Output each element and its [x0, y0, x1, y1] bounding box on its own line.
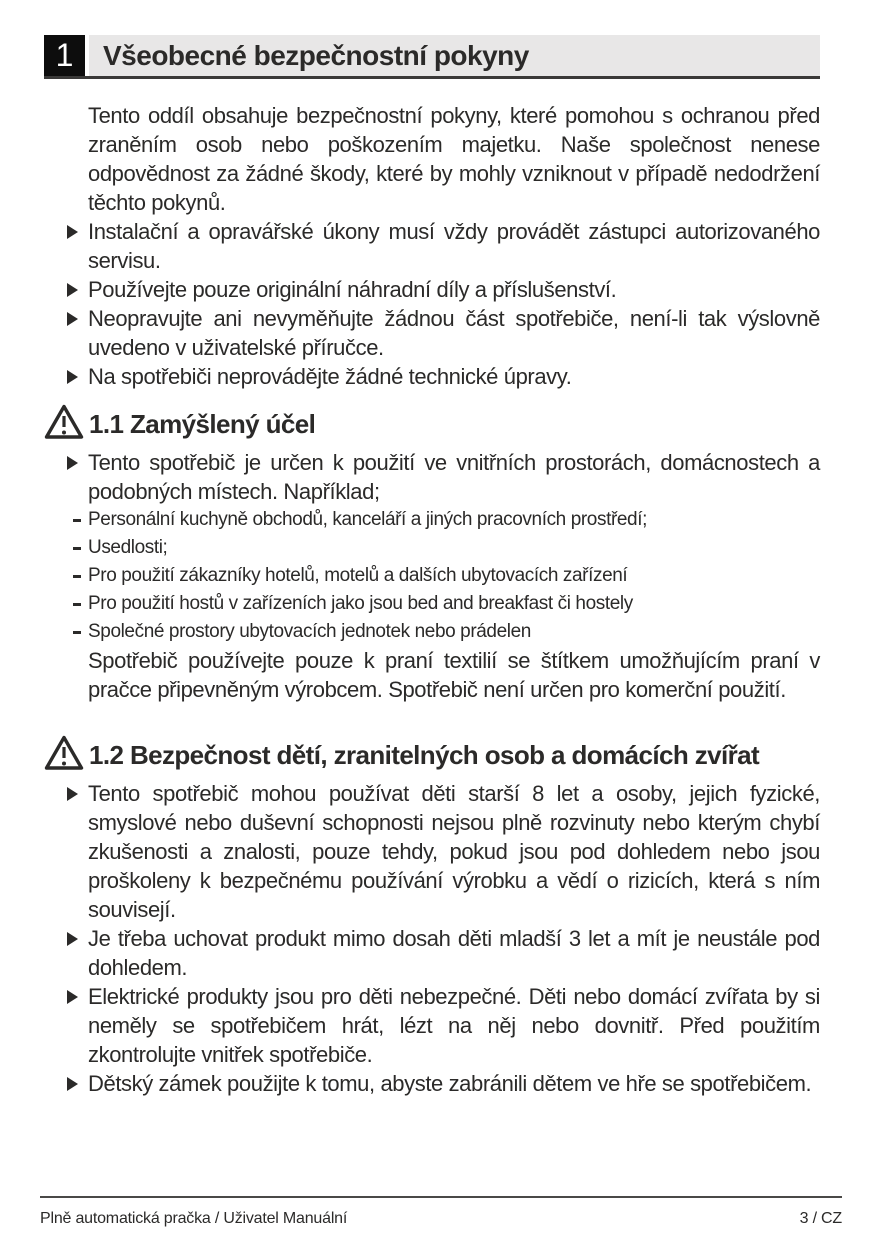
dash-bullet-icon	[73, 631, 81, 634]
list-item	[88, 982, 820, 1069]
section-1-1-paragraph: Spotřebič používejte pouze k praní textilií se štítkem umožňujícím praní v pračce připevněným výrobcem. Spotřebič není určen pro komerční použití.	[88, 648, 820, 702]
list-item-text: Personální kuchyně obchodů, kanceláří a jiných pracovních prostředí;	[88, 509, 647, 530]
list-item	[88, 362, 820, 391]
dash-bullet-icon	[73, 603, 81, 606]
page-footer	[40, 1196, 842, 1228]
list-item	[88, 506, 820, 534]
triangle-bullet-icon	[67, 312, 78, 326]
dash-bullet-icon	[73, 547, 81, 550]
section-1-1-dash-list	[88, 506, 820, 646]
intro-bullet-list	[88, 217, 820, 391]
list-item-text: Dětský zámek použijte k tomu, abyste zabránili dětem ve hře se spotřebičem.	[88, 1071, 812, 1096]
list-item-text: Instalační a opravářské úkony musí vždy provádět zástupci autorizovaného servisu.	[88, 219, 820, 273]
list-item-text: Tento spotřebič je určen k použití ve vnitřních prostorách, domácnostech a podobných místech. Například;	[88, 450, 820, 504]
list-item	[88, 275, 820, 304]
section-title: 1.1 Zamýšlený účel	[89, 409, 316, 439]
list-item	[88, 217, 820, 275]
list-item	[88, 590, 820, 618]
footer-document-title: Plně automatická pračka / Uživatel Manuální	[40, 1210, 348, 1227]
triangle-bullet-icon	[67, 225, 78, 239]
triangle-bullet-icon	[67, 787, 78, 801]
list-item	[88, 562, 820, 590]
list-item	[88, 1069, 820, 1098]
triangle-bullet-icon	[67, 283, 78, 297]
triangle-bullet-icon	[67, 1077, 78, 1091]
triangle-bullet-icon	[67, 370, 78, 384]
section-1-2-heading	[44, 734, 820, 777]
triangle-bullet-icon	[67, 932, 78, 946]
list-item	[88, 534, 820, 562]
intro-paragraph: Tento oddíl obsahuje bezpečnostní pokyny, které pomohou s ochranou před zraněním osob nebo poškozením majetku. Naše společnost nenese odpovědnost za žádné škody, které by mohly vzniknout v případě nedodržení těchto pokynů.	[88, 103, 820, 215]
warning-triangle-icon	[44, 734, 84, 777]
list-item	[88, 304, 820, 362]
list-item-text: Na spotřebiči neprovádějte žádné technické úpravy.	[88, 364, 572, 389]
triangle-bullet-icon	[67, 456, 78, 470]
intro-section	[88, 101, 820, 391]
dash-bullet-icon	[73, 575, 81, 578]
chapter-title-bar	[89, 35, 820, 76]
section-1-2-body	[88, 779, 820, 1098]
section-1-1-bullet-list	[88, 448, 820, 506]
list-item	[88, 618, 820, 646]
list-item-text: Pro použití zákazníky hotelů, motelů a dalších ubytovacích zařízení	[88, 565, 628, 586]
triangle-bullet-icon	[67, 990, 78, 1004]
section-1-1-heading	[44, 403, 820, 446]
dash-bullet-icon	[73, 519, 81, 522]
warning-triangle-icon	[44, 403, 84, 446]
list-item-text: Usedlosti;	[88, 537, 168, 558]
list-item-text: Používejte pouze originální náhradní díly a příslušenství.	[88, 277, 617, 302]
list-item-text: Společné prostory ubytovacích jednotek nebo prádelen	[88, 621, 531, 642]
list-item	[88, 779, 820, 924]
list-item-text: Tento spotřebič mohou používat děti starší 8 let a osoby, jejich fyzické, smyslové nebo duševní schopnosti nejsou plně rozvinuty nebo kterým chybí zkušenosti a znalosti, pouze tehdy, pokud jsou pod dohledem nebo jsou proškoleny k bezpečnému používání výrobku a vědí o rizicích, která s ním souvisejí.	[88, 781, 820, 922]
list-item-text: Je třeba uchovat produkt mimo dosah děti mladší 3 let a mít je neustále pod dohledem.	[88, 926, 820, 980]
list-item-text: Neopravujte ani nevyměňujte žádnou část spotřebiče, není-li tak výslovně uvedeno v uživatelské příručce.	[88, 306, 820, 360]
list-item-text: Pro použití hostů v zařízeních jako jsou bed and breakfast či hostely	[88, 593, 633, 614]
section-1-2-bullet-list	[88, 779, 820, 1098]
section-1-1-body	[88, 448, 820, 704]
list-item	[88, 924, 820, 982]
list-item	[88, 448, 820, 506]
list-item-text: Elektrické produkty jsou pro děti nebezpečné. Děti nebo domácí zvířata by si neměly se spotřebičem hrát, lézt na něj nebo dovnitř. Před použitím zkontrolujte vnitřek spotřebiče.	[88, 984, 820, 1067]
section-title: 1.2 Bezpečnost dětí, zranitelných osob a domácích zvířat	[89, 740, 760, 770]
chapter-header	[44, 35, 820, 79]
chapter-number-badge: 1	[44, 35, 85, 76]
chapter-title: Všeobecné bezpečnostní pokyny	[103, 39, 529, 71]
footer-page-number: 3 / CZ	[799, 1210, 842, 1227]
